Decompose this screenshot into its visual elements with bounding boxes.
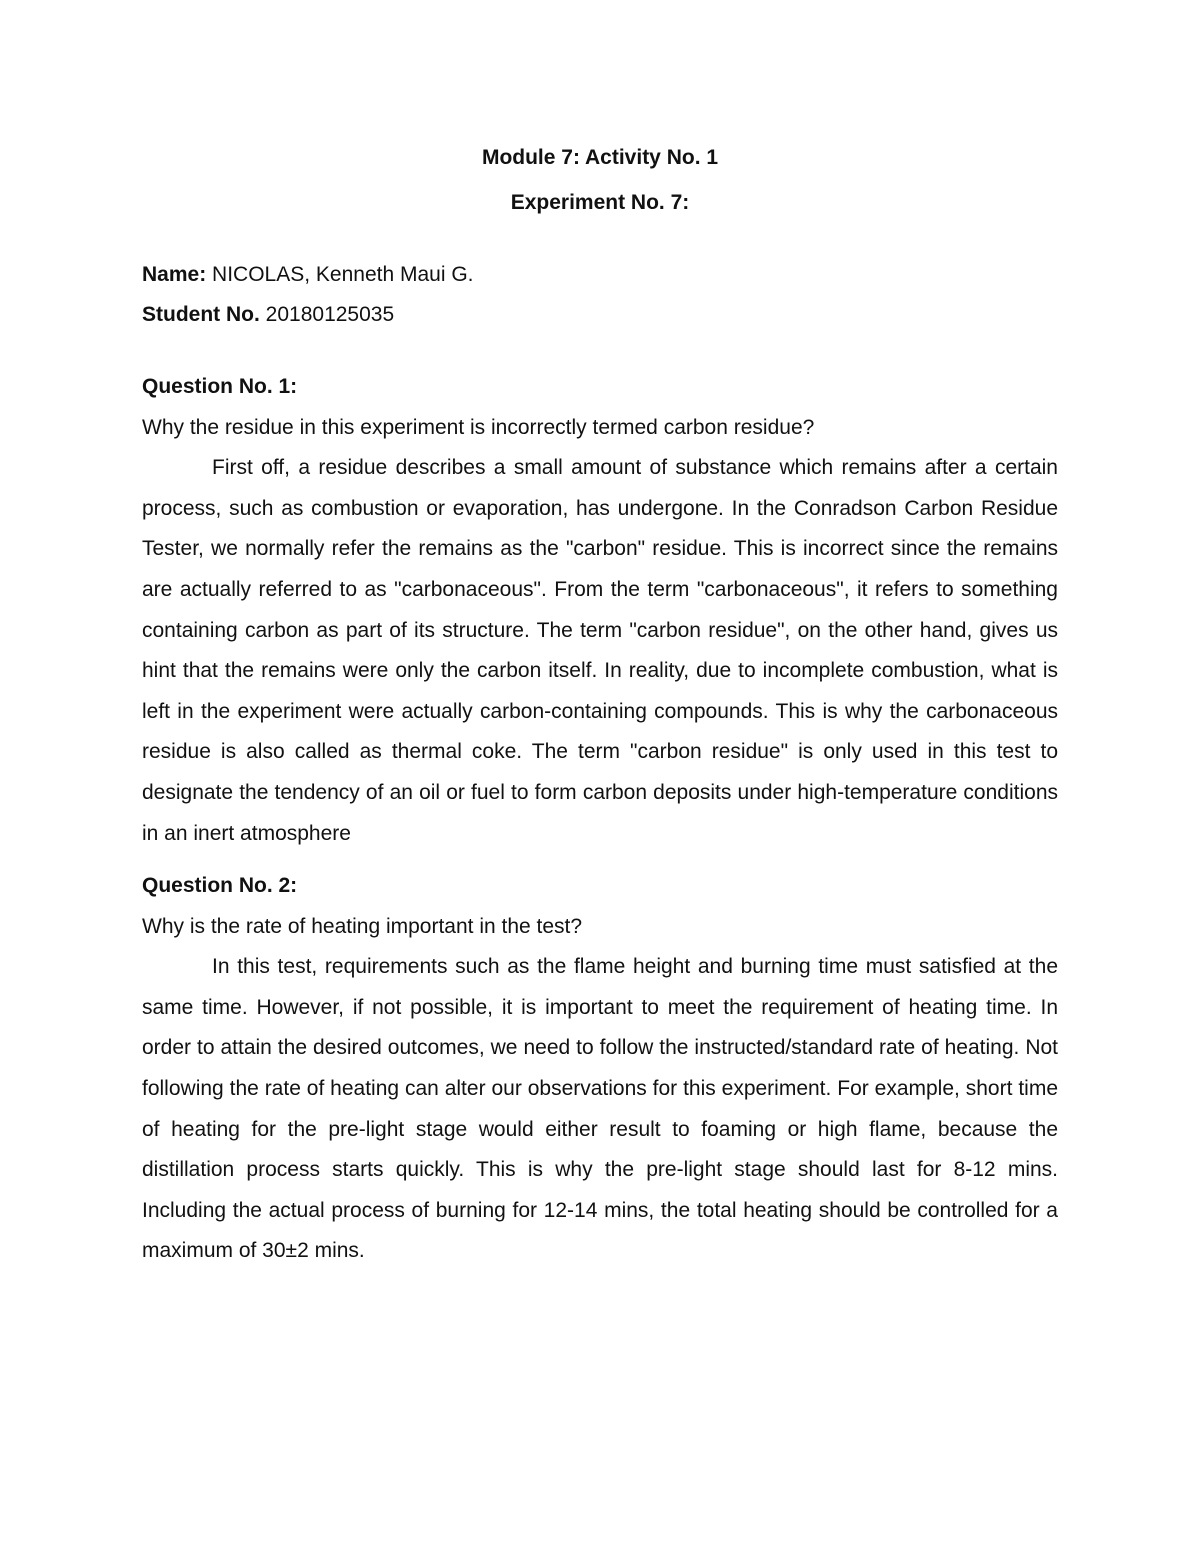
question-2-answer: In this test, requirements such as the flame height and burning time must satisfied at the same time. However, if not possible, it is important to meet the requirement of heating time. In order to attain the desired outcomes, we need to follow the instructed/standard rate of heating. Not following the rate of heating can alter our observations for this experiment. For example, short time of heating for the pre-light stage would either result to foaming or high flame, because the distillation process starts quickly. This is why the pre-light stage should last for 8-12 mins. Including the actual process of burning for 12-14 mins, the total heating should be controlled for a maximum of 30±2 mins. xyxy=(142,955,1058,1263)
spacer xyxy=(142,224,1058,255)
document-subtitle: Experiment No. 7: xyxy=(510,191,690,215)
spacer xyxy=(142,336,1058,367)
question-1-heading: Question No. 1: xyxy=(142,374,298,398)
student-name-line xyxy=(142,255,1058,296)
student-number-line xyxy=(142,295,1058,336)
student-name-value: NICOLAS, Kenneth Maui G. xyxy=(212,262,474,286)
document-title: Module 7: Activity No. 1 xyxy=(481,146,719,169)
question-1-answer: First off, a residue describes a small amount of substance which remains after a certain process, such as combustion or evaporation, has undergone. In the Conradson Carbon Residue Tester, we normally refer the remains as the "carbon" residue. This is incorrect since the remains are actually referred to as "carbonaceous". From the term "carbonaceous", it refers to something containing carbon as part of its structure. The term "carbon residue", on the other hand, gives us hint that the remains were only the carbon itself. In reality, due to incomplete combustion, what is left in the experiment were actually carbon-containing compounds. This is why the carbonaceous residue is also called as thermal coke. The term "carbon residue" is only used in this test to designate the tendency of an oil or fuel to form carbon deposits under high-temperature conditions in an inert atmosphere xyxy=(142,456,1058,845)
question-2-heading: Question No. 2: xyxy=(142,874,298,898)
student-name-label: Name: xyxy=(142,262,207,286)
document-body xyxy=(142,138,1058,1272)
student-number-label: Student No. xyxy=(142,303,260,327)
question-1-prompt: Why the residue in this experiment is incorrectly termed carbon residue? xyxy=(142,415,815,439)
question-2-prompt: Why is the rate of heating important in the test? xyxy=(142,914,583,938)
student-number-value: 20180125035 xyxy=(265,303,395,327)
spacer xyxy=(142,854,1058,866)
